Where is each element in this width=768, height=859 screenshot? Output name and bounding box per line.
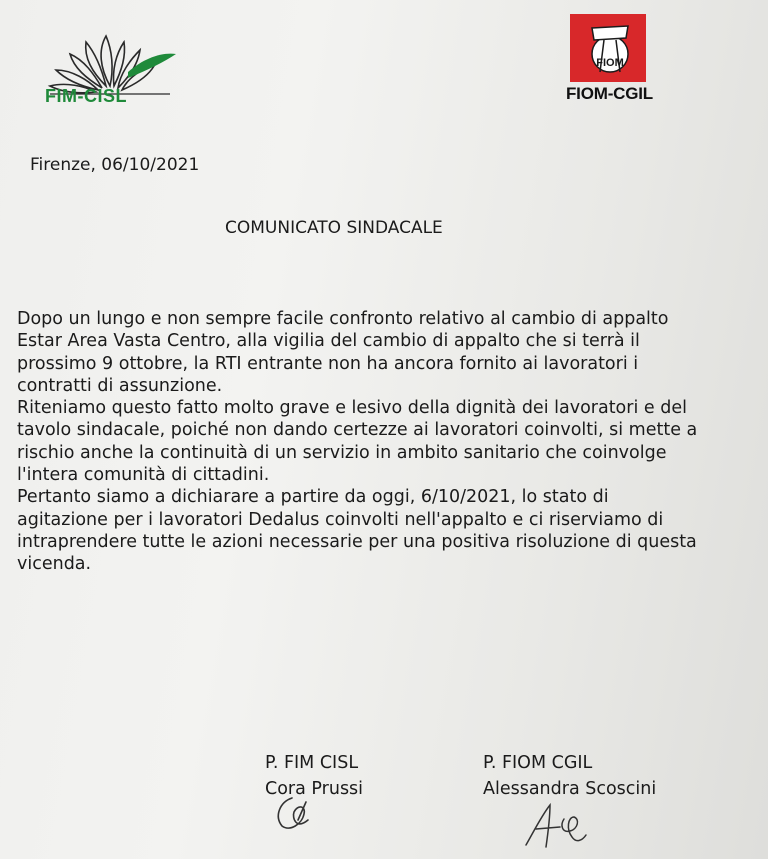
- place-date: Firenze, 06/10/2021: [30, 155, 200, 175]
- body-line: Riteniamo questo fatto molto grave e lesivo della dignità dei lavoratori e del: [17, 398, 687, 419]
- body-line: Dopo un lungo e non sempre facile confronto relativo al cambio di appalto: [17, 309, 669, 329]
- body-line: rischio anche la continuità di un servizio in ambito sanitario che coinvolge: [17, 442, 667, 463]
- handwritten-signature-fim: [262, 790, 332, 840]
- body-line: prossimo 9 ottobre, la RTI entrante non ha ancora fornito ai lavoratori i: [17, 353, 639, 374]
- body-line: Pertanto siamo a dichiarare a partire da oggi, 6/10/2021, lo stato di: [17, 487, 609, 508]
- body-line: Estar Area Vasta Centro, alla vigilia del cambio di appalto che si terrà il: [17, 331, 640, 352]
- body-line: agitazione per i lavoratori Dedalus coinvolti nell'appalto e ci riserviamo di: [17, 509, 664, 530]
- body-line: vicenda.: [17, 554, 92, 575]
- fiom-cgil-emblem-logo: [570, 14, 650, 84]
- body-text: [17, 308, 757, 576]
- signature-person: Cora Prussi: [265, 779, 364, 799]
- signature-role: P. FIM CISL: [265, 753, 359, 773]
- body-line: intraprendere tutte le azioni necessarie per una positiva risoluzione di questa: [17, 531, 697, 552]
- fiom-cgil-logo-text: FIOM-CGIL: [566, 84, 653, 103]
- body-line: contratti di assunzione.: [17, 375, 223, 396]
- body-line: l'intera comunità di cittadini.: [17, 465, 270, 486]
- document-heading: COMUNICATO SINDACALE: [225, 218, 443, 238]
- signature-person: Alessandra Scoscini: [483, 779, 657, 799]
- signature-role: P. FIOM CGIL: [483, 753, 593, 773]
- body-line: tavolo sindacale, poiché non dando certezze ai lavoratori coinvolti, si mette a: [17, 420, 698, 441]
- fim-cisl-logo-text: FIM-CISL: [45, 86, 127, 106]
- fiom-emblem-text: FIOM: [596, 57, 624, 69]
- handwritten-signature-fiom: [520, 795, 600, 855]
